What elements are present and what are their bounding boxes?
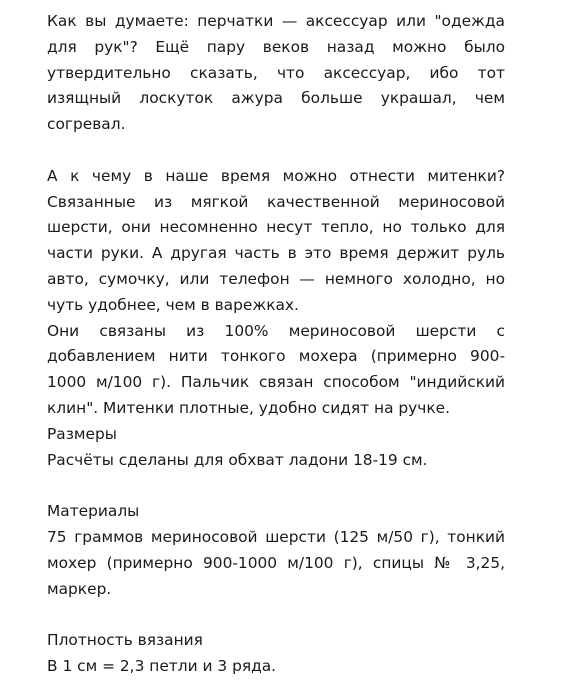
- text-line: чуть удобнее, чем в варежках.: [47, 295, 299, 314]
- text-line: 1000 м/100 г). Пальчик связан способом "индийский: [47, 373, 505, 392]
- text-line: согревал.: [47, 115, 126, 134]
- text-line: Они связаны из 100% мериносовой шерсти с: [47, 321, 505, 340]
- text-line: для рук"? Ещё пару веков назад можно было: [47, 37, 505, 56]
- section-heading-sizes: Размеры: [47, 424, 117, 443]
- text-line: Связанные из мягкой качественной мериносовой: [47, 192, 505, 211]
- text-line: 75 граммов мериносовой шерсти (125 м/50 г), тонкий: [47, 527, 505, 546]
- text-line: мохер (примерно 900-1000 м/100 г), спицы № 3,25,: [47, 553, 505, 572]
- section-heading-gauge: Плотность вязания: [47, 631, 203, 650]
- text-line: авто, сумочку, или телефон — немного холодно, но: [47, 269, 505, 288]
- paragraph-materials: [47, 499, 505, 602]
- text-line: Расчёты сделаны для обхват ладони 18-19 см.: [47, 450, 428, 469]
- text-line: Как вы думаете: перчатки — аксессуар или "одежда: [47, 12, 505, 30]
- paragraph-gap: [47, 138, 505, 164]
- text-line: А к чему в наше время можно отнести митенки?: [47, 166, 505, 185]
- article-body: [47, 9, 505, 680]
- text-line: В 1 см = 2,3 петли и 3 ряда.: [47, 656, 277, 675]
- paragraph-intro: [47, 9, 505, 138]
- paragraph-gap: [47, 473, 505, 499]
- text-line: изящный лоскуток ажура больше украшал, чем: [47, 89, 505, 108]
- text-line: утвердительно сказать, что аксессуар, ибо тот: [47, 63, 505, 82]
- text-line: клин". Митенки плотные, удобно сидят на ручке.: [47, 398, 451, 417]
- text-line: добавлением нити тонкого мохера (примерно 900-: [47, 347, 505, 366]
- paragraph-gauge: [47, 628, 505, 680]
- text-line: шерсти, они несомненно несут тепло, но только для: [47, 218, 505, 237]
- section-heading-materials: Материалы: [47, 502, 140, 521]
- paragraph-gap: [47, 602, 505, 628]
- text-line: маркер.: [47, 579, 112, 598]
- text-line: части руки. А другая часть в это время держит руль: [47, 244, 505, 263]
- paragraph-mittens: [47, 164, 505, 474]
